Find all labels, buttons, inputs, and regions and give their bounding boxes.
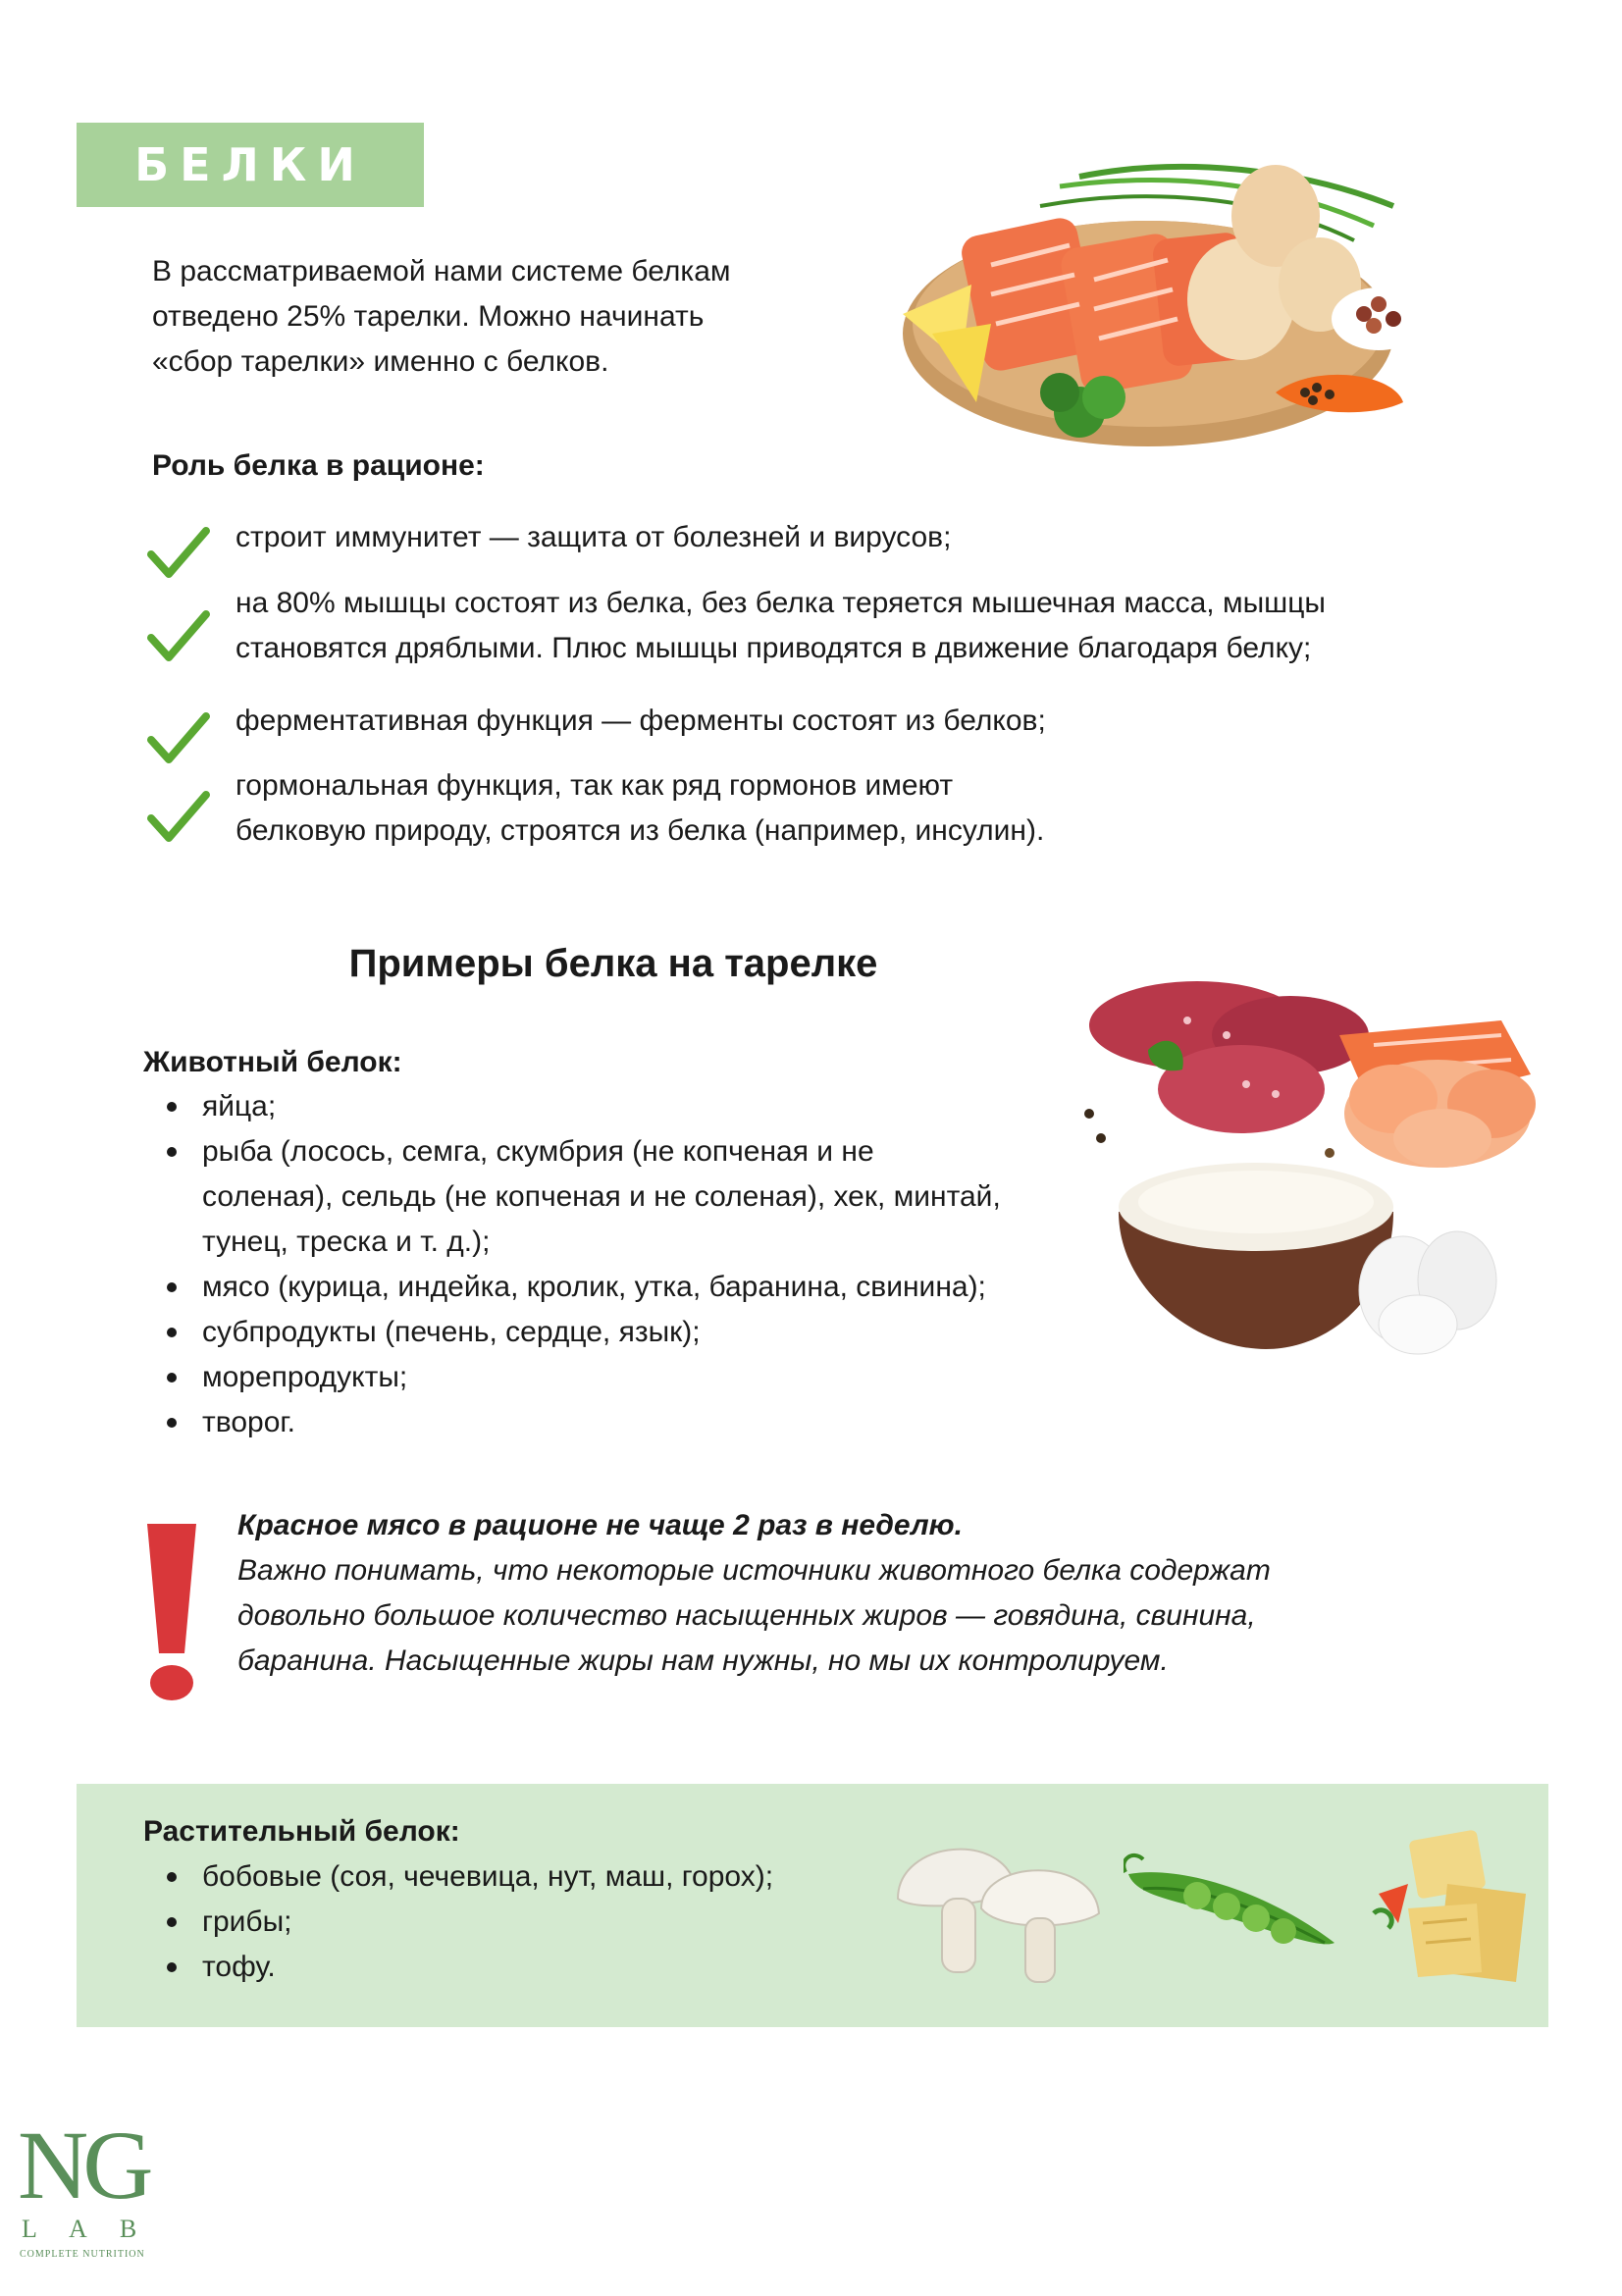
role-item xyxy=(147,581,1541,679)
examples-title: Примеры белка на тарелке xyxy=(348,942,878,985)
logo-text-tagline: COMPLETE NUTRITION xyxy=(20,2249,145,2260)
role-heading: Роль белка в рационе: xyxy=(152,449,485,482)
check-icon xyxy=(147,789,210,844)
warning-line: баранина. Насыщенные жиры нам нужны, но мы их контролируем. xyxy=(237,1644,1169,1677)
animal-protein-image xyxy=(1079,966,1590,1379)
check-icon xyxy=(147,608,210,663)
check-icon xyxy=(147,525,210,580)
tofu-image xyxy=(1369,1825,1536,1987)
list-item: творог. xyxy=(145,1400,1136,1445)
role-item-text: на 80% мышцы состоят из белка, без белка теряется мышечная масса, мышцы xyxy=(235,587,1326,619)
list-item: субпродукты (печень, сердце, язык); xyxy=(145,1310,1136,1355)
list-item: морепродукты; xyxy=(145,1355,1136,1400)
check-icon xyxy=(147,710,210,765)
animal-protein-heading: Животный белок: xyxy=(143,1046,402,1078)
brand-logo xyxy=(14,2100,171,2271)
page-title: БЕЛКИ xyxy=(134,138,366,191)
list-item: грибы; xyxy=(145,1900,930,1945)
intro-line: «сбор тарелки» именно с белков. xyxy=(152,345,609,378)
plant-protein-list xyxy=(145,1854,930,1990)
role-item xyxy=(147,763,1541,861)
list-item: бобовые (соя, чечевица, нут, маш, горох); xyxy=(145,1854,930,1900)
role-item-text: становятся дряблыми. Плюс мышцы приводятся в движение благодаря белку; xyxy=(235,632,1312,664)
list-item: мясо (курица, индейка, кролик, утка, баранина, свинина); xyxy=(145,1265,1136,1310)
logo-text-lab: L A B xyxy=(22,2215,151,2243)
intro-line: отведено 25% тарелки. Можно начинать xyxy=(152,300,705,333)
plant-protein-heading: Растительный белок: xyxy=(143,1815,460,1848)
warning-block xyxy=(237,1503,1474,1684)
list-item: тофу. xyxy=(145,1945,930,1990)
list-item: яйца; xyxy=(145,1084,1136,1129)
salmon-eggs-image xyxy=(883,147,1433,461)
warning-title: Красное мясо в рационе не чаще 2 раз в неделю. xyxy=(237,1509,963,1541)
role-item-text: ферментативная функция — ферменты состоят из белков; xyxy=(235,704,1046,737)
role-item-text: гормональная функция, так как ряд гормонов имеют xyxy=(235,769,954,802)
role-item-text: белковую природу, строятся из белка (например, инсулин). xyxy=(235,814,1045,847)
animal-protein-list xyxy=(145,1084,1136,1445)
role-item xyxy=(147,515,1541,574)
warning-line: довольно большое количество насыщенных жиров — говядина, свинина, xyxy=(237,1599,1256,1632)
intro-paragraph xyxy=(152,249,859,385)
mushrooms-image xyxy=(888,1820,1104,1987)
peas-image xyxy=(1124,1845,1339,1962)
title-badge xyxy=(77,123,424,207)
exclamation-icon xyxy=(141,1516,202,1702)
logo-text-ng: NG xyxy=(18,2111,148,2219)
role-item-text: строит иммунитет — защита от болезней и вирусов; xyxy=(235,521,952,553)
list-item: рыба (лосось, семга, скумбрия (не копченая и не соленая), сельдь (не копченая и не соленая), хек, минтай, тунец, треска и т. д.); xyxy=(145,1129,1136,1265)
warning-line: Важно понимать, что некоторые источники животного белка содержат xyxy=(237,1554,1271,1587)
role-item xyxy=(147,699,1541,757)
intro-line: В рассматриваемой нами системе белкам xyxy=(152,255,731,287)
